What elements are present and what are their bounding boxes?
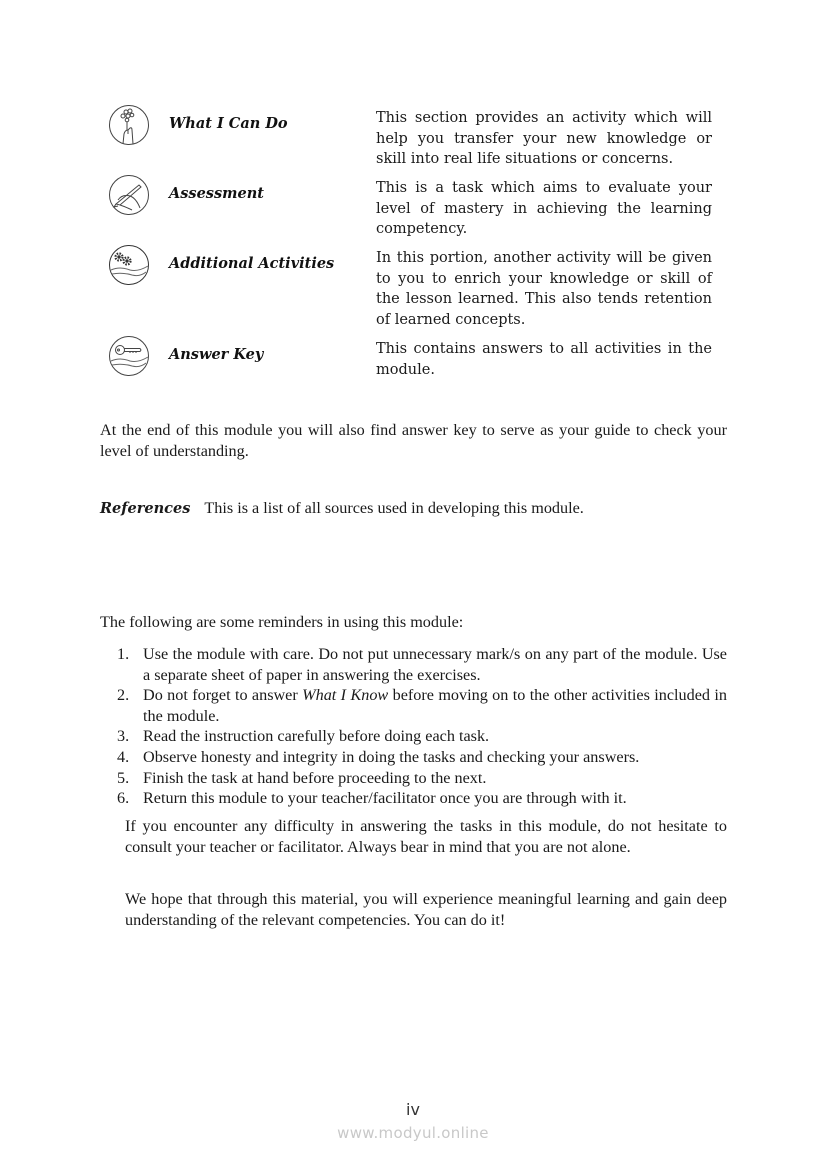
reminder-number: 1. <box>117 645 130 663</box>
reminder-text: Use the module with care. Do not put unnecessary mark/s on any part of the module. Use a separate sheet of paper in answering the exercises. <box>143 645 727 684</box>
reminder-text: Finish the task at hand before proceeding to the next. <box>143 768 487 787</box>
reminder-text: Read the instruction carefully before doing each task. <box>143 727 490 746</box>
references-label: References <box>100 500 191 517</box>
reminder-item <box>117 726 727 747</box>
reminder-number: 2. <box>117 686 130 705</box>
reminder-item <box>117 685 727 726</box>
legend-description: This contains answers to all activities in the module. <box>376 341 712 378</box>
reminder-number: 4. <box>117 747 130 766</box>
reminders-intro: The following are some reminders in using this module: <box>100 613 464 631</box>
hand-gears-icon <box>108 244 150 286</box>
reminder-text: Do not forget to answer <box>143 686 303 705</box>
reminder-text-after: before moving on to the other activities included in the module. <box>143 686 727 725</box>
references-text: This is a list of all sources used in developing this module. <box>204 499 584 517</box>
reminder-item <box>117 768 727 789</box>
legend-description: This is a task which aims to evaluate your level of mastery in achieving the learning competency. <box>376 180 712 238</box>
answer-key-paragraph: At the end of this module you will also find answer key to serve as your guide to check your level of understanding. <box>100 421 727 460</box>
legend-description: This section provides an activity which will help you transfer your new knowledge or skill into real life situations or concerns. <box>376 110 712 168</box>
reminder-number: 6. <box>117 789 130 808</box>
legend-label: Answer Key <box>169 346 264 363</box>
legend-label: What I Can Do <box>169 115 288 132</box>
reminder-number: 5. <box>117 768 130 787</box>
page-number: iv <box>406 1100 420 1119</box>
legend-description: In this portion, another activity will be given to you to enrich your knowledge or skill of the lesson learned. This also tends retention of learned concepts. <box>376 250 712 328</box>
hand-key-icon <box>108 335 150 377</box>
watermark-link[interactable]: www.modyul.online <box>337 1124 489 1142</box>
reminder-item <box>117 644 727 685</box>
reminder-text: Return this module to your teacher/facilitator once you are through with it. <box>143 789 627 808</box>
references-section <box>100 498 727 519</box>
reminder-emphasis: What I Know <box>302 686 389 705</box>
closing-paragraph: We hope that through this material, you will experience meaningful learning and gain deep understanding of the relevant competencies. You can do it! <box>125 890 727 929</box>
difficulty-paragraph: If you encounter any difficulty in answering the tasks in this module, do not hesitate to consult your teacher or facilitator. Always bear in mind that you are not alone. <box>125 817 727 856</box>
legend-label: Assessment <box>169 185 264 202</box>
hand-flower-icon <box>108 104 150 146</box>
reminder-item <box>117 788 727 809</box>
reminder-number: 3. <box>117 727 130 746</box>
reminder-item <box>117 747 727 768</box>
hand-pen-icon <box>108 174 150 216</box>
reminders-list <box>117 644 727 809</box>
legend-label: Additional Activities <box>169 255 335 272</box>
reminder-text: Observe honesty and integrity in doing the tasks and checking your answers. <box>143 747 640 766</box>
